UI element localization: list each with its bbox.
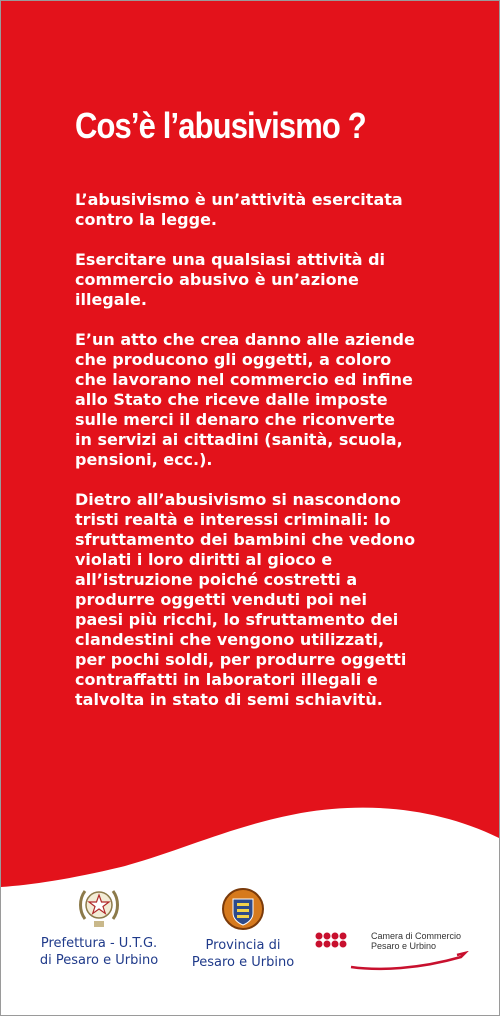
province-crest-icon — [221, 887, 265, 931]
camera-label-line1: Camera di Commercio — [371, 931, 462, 941]
text-line: in servizi ai cittadini (sanità, scuola, — [75, 430, 403, 449]
paragraph-4 — [75, 490, 455, 710]
camera-swoosh-icon — [349, 951, 469, 971]
footer-logos — [1, 881, 500, 991]
text-line: violati i loro diritti al gioco e — [75, 550, 333, 569]
text-line: che lavorano nel commercio ed infine — [75, 370, 413, 389]
provincia-label-line1: Provincia di — [205, 938, 281, 953]
text-line: all’istruzione poiché costretti a — [75, 570, 358, 589]
text-line: tristi realtà e interessi criminali: lo — [75, 510, 391, 529]
text-line: contraffatti in laboratori illegali e — [75, 670, 378, 689]
text-line: pensioni, ecc.). — [75, 450, 213, 469]
camera-text-block — [371, 931, 471, 951]
text-line: sulle merci il denaro che riconverte — [75, 410, 395, 429]
prefettura-label-line2: di Pesaro e Urbino — [39, 953, 159, 968]
chamber-of-commerce-logo — [313, 931, 353, 953]
text-line: allo Stato che riceve dalle imposte — [75, 390, 388, 409]
text-line: per pochi soldi, per produrre oggetti — [75, 650, 407, 669]
paragraph-1 — [75, 190, 455, 230]
text-line: E’un atto che crea danno alle aziende — [75, 330, 415, 349]
body-text — [75, 190, 455, 730]
italian-emblem-icon — [77, 881, 121, 931]
text-line: contro la legge. — [75, 210, 217, 229]
paragraph-3 — [75, 330, 455, 470]
provincia-logo — [181, 887, 305, 971]
text-line: che producono gli oggetti, a coloro — [75, 350, 392, 369]
text-line: commercio abusivo è un’azione — [75, 270, 359, 289]
text-line: clandestini che vengono utilizzati, — [75, 630, 385, 649]
page-title: Cos’è l’abusivismo ? — [75, 105, 366, 146]
paragraph-2 — [75, 250, 455, 310]
text-line: produrre oggetti venduti poi nei — [75, 590, 367, 609]
camera-label-line2: Pesaro e Urbino — [371, 941, 437, 951]
text-line: paesi più ricchi, lo sfruttamento dei — [75, 610, 399, 629]
text-line: illegale. — [75, 290, 147, 309]
text-line: Dietro all’abusivismo si nascondono — [75, 490, 401, 509]
provincia-label-line2: Pesaro e Urbino — [191, 955, 295, 970]
text-line: talvolta in stato di semi schiavitù. — [75, 690, 383, 709]
text-line: Esercitare una qualsiasi attività di — [75, 250, 386, 269]
text-line: L’abusivismo è un’attività esercitata — [75, 190, 403, 209]
text-line: sfruttamento dei bambini che vedono — [75, 530, 416, 549]
prefettura-label-line1: Prefettura - U.T.G. — [40, 936, 158, 951]
prefettura-logo — [29, 881, 169, 969]
